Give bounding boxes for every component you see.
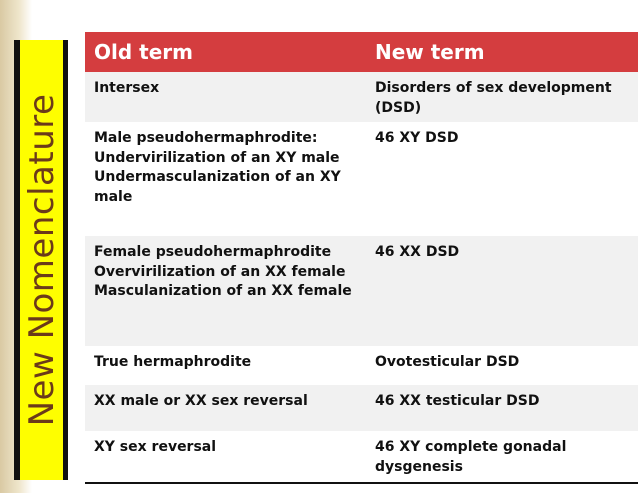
old-term-cell	[85, 236, 366, 346]
new-term-cell: 46 XY complete gonadal dysgenesis	[366, 431, 638, 483]
old-term-line: Male pseudohermaphrodite:	[94, 130, 318, 146]
table-row	[85, 385, 638, 431]
old-term-line: Female pseudohermaphrodite	[94, 244, 332, 260]
old-term-line: Masculanization of an XX female	[94, 283, 352, 299]
new-term-cell: Disorders of sex development (DSD)	[366, 72, 638, 122]
old-term-cell	[85, 346, 366, 385]
table-row	[85, 346, 638, 385]
old-term-cell	[85, 431, 366, 483]
old-term-line: Intersex	[94, 80, 160, 96]
old-term-line: Undermasculanization of an XY male	[94, 169, 341, 205]
new-term-cell: 46 XY DSD	[366, 122, 638, 236]
table-row	[85, 122, 638, 236]
nomenclature-table	[85, 32, 638, 484]
table-row	[85, 72, 638, 122]
old-term-line: Overvirilization of an XX female	[94, 263, 346, 280]
old-term-cell	[85, 72, 366, 122]
old-term-line: True hermaphrodite	[94, 354, 252, 370]
new-term-cell: 46 XX DSD	[366, 236, 638, 346]
new-term-cell: Ovotesticular DSD	[366, 346, 638, 385]
table-header-row	[85, 32, 638, 72]
header-old-term: Old term	[94, 40, 193, 64]
old-term-cell	[85, 122, 366, 236]
table-row	[85, 431, 638, 483]
old-term-line: XX male or XX sex reversal	[94, 393, 308, 409]
old-term-line: Undervirilization of an XY male	[94, 149, 340, 166]
sidebar-banner	[14, 40, 68, 480]
old-term-cell	[85, 385, 366, 431]
header-new-term: New term	[375, 40, 485, 64]
old-term-line: XY sex reversal	[94, 439, 217, 455]
new-term-cell: 46 XX testicular DSD	[366, 385, 638, 431]
sidebar-title: New Nomenclature	[21, 93, 62, 427]
table-row	[85, 236, 638, 346]
